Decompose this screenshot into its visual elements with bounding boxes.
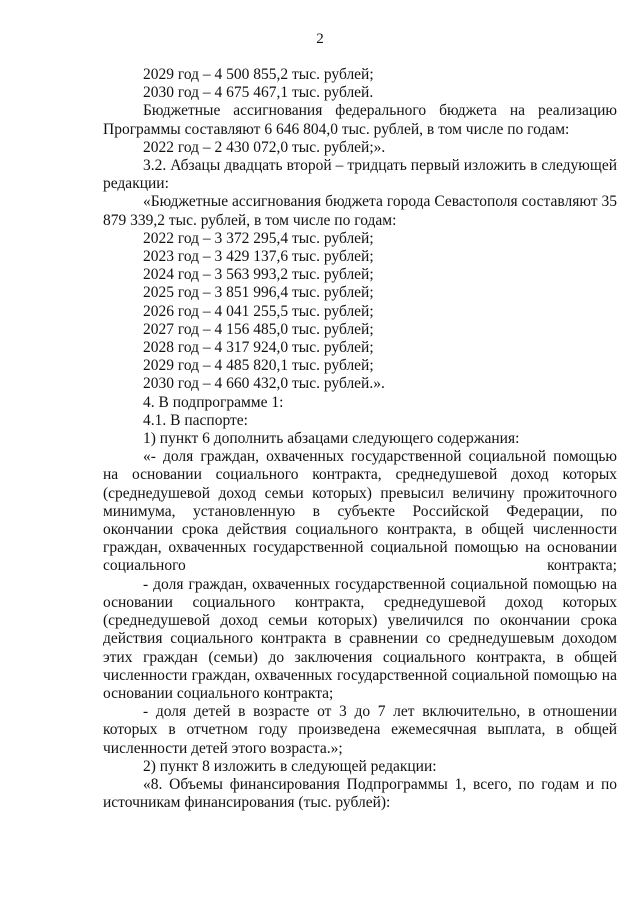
year-line: 2028 год – 4 317 924,0 тыс. рублей; [143, 339, 374, 357]
year-line: 2029 год – 4 485 820,1 тыс. рублей; [143, 357, 374, 375]
paragraph: «- доля граждан, охваченных государственной социальной помощью на основании социального контракта, среднедушевой доход которых (среднедушевой доход семьи которых) превысил величину прожиточного минимума, установленную в субъекте Российской Федерации, по окончании срока действия социального контракта, в общей численности граждан, охваченных государственной социальной помощью на основании социального контракта; [103, 448, 617, 575]
paragraph: «8. Объемы финансирования Подпрограммы 1, всего, по годам и по источникам финансирования (тыс. рублей): [103, 775, 617, 812]
page-number: 2 [316, 31, 324, 47]
paragraph: 2) пункт 8 изложить в следующей редакции: [143, 757, 437, 775]
year-line: 2030 год – 4 660 432,0 тыс. рублей.». [143, 375, 385, 393]
paragraph: - доля детей в возрасте от 3 до 7 лет включительно, в отношении которых в отчетном году произведена ежемесячная выплата, в общей численности детей этого возраста.»; [103, 703, 617, 757]
year-line: 2023 год – 3 429 137,6 тыс. рублей; [143, 248, 374, 266]
year-line: 2024 год – 3 563 993,2 тыс. рублей; [143, 266, 374, 284]
year-line: 2027 год – 4 156 485,0 тыс. рублей; [143, 320, 374, 338]
paragraph: Бюджетные ассигнования федерального бюджета на реализацию Программы составляют 6 646 804,0 тыс. рублей, в том числе по годам: [103, 102, 617, 138]
year-line: 2022 год – 3 372 295,4 тыс. рублей; [143, 229, 374, 247]
paragraph: 4. В подпрограмме 1: [143, 393, 284, 411]
paragraph: 3.2. Абзацы двадцать второй – тридцать первый изложить в следующей редакции: [103, 157, 617, 193]
document-body [103, 66, 617, 812]
paragraph: 2029 год – 4 500 855,2 тыс. рублей; [143, 66, 374, 83]
year-line: 2025 год – 3 851 996,4 тыс. рублей; [143, 284, 374, 302]
paragraph: - доля граждан, охваченных государственной социальной помощью на основании социального контракта, среднедушевой доход которых (среднедушевой доход семьи которых) увеличился по окончании срока действия социального контракта в сравнении со среднедушевым доходом этих граждан (семьи) до заключения социального контракта, в общей численности граждан, охваченных государственной социальной помощью на основании социального контракта; [103, 575, 617, 702]
paragraph: «Бюджетные ассигнования бюджета города Севастополя составляют 35 879 339,2 тыс. рублей, в том числе по годам: [103, 193, 617, 229]
paragraph: 2022 год – 2 430 072,0 тыс. рублей;». [143, 138, 386, 156]
paragraph: 1) пункт 6 дополнить абзацами следующего содержания: [143, 430, 520, 448]
paragraph: 4.1. В паспорте: [143, 411, 248, 429]
paragraph: 2030 год – 4 675 467,1 тыс. рублей. [143, 84, 374, 102]
year-line: 2026 год – 4 041 255,5 тыс. рублей; [143, 302, 374, 320]
